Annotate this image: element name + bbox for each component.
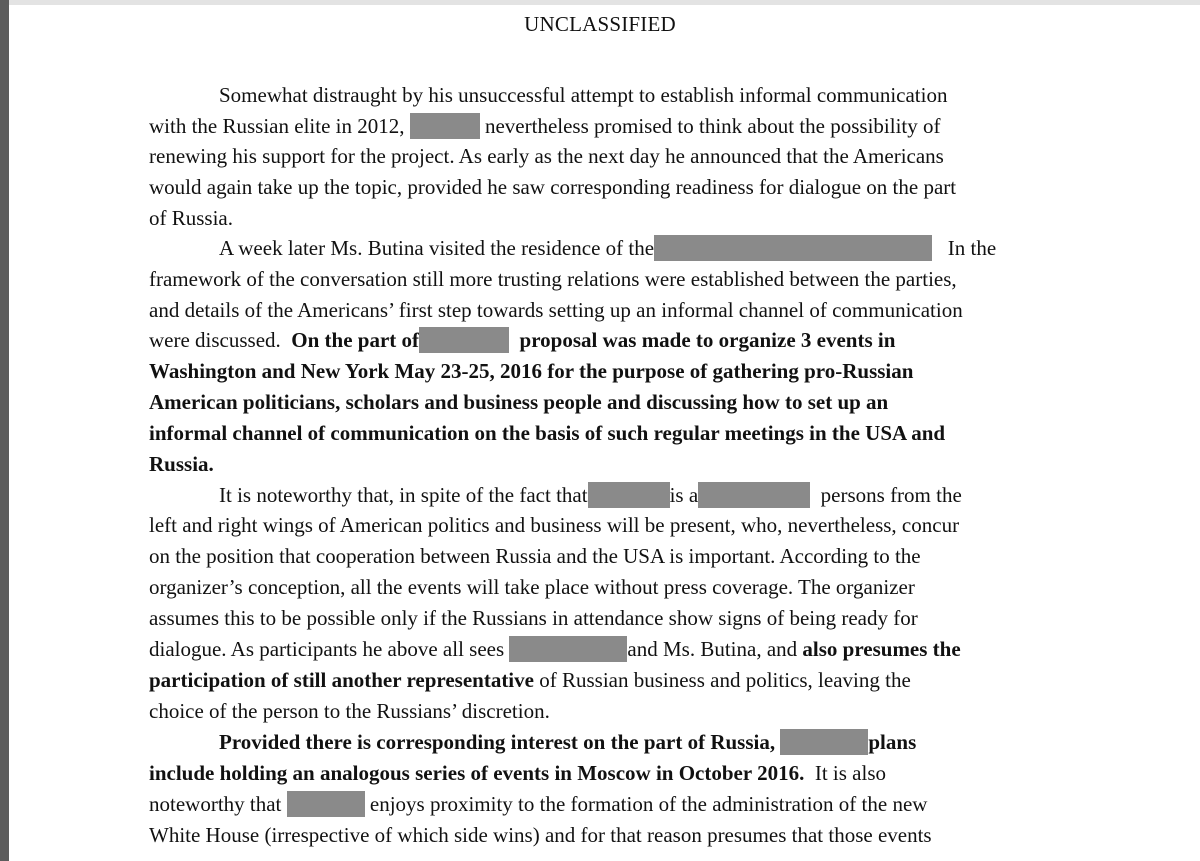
text-line: organizer’s conception, all the events will take place without press coverage. The organizer xyxy=(149,575,915,599)
redaction-block xyxy=(287,791,365,817)
text-line: Washington and New York May 23-25, 2016 for the purpose of gathering pro-Russian xyxy=(149,359,914,383)
text-line: Russia. xyxy=(149,452,214,476)
text-line: Somewhat distraught by his unsuccessful attempt to establish informal communication xyxy=(219,83,948,107)
text-line: choice of the person to the Russians’ discretion. xyxy=(149,699,550,723)
redaction-block xyxy=(698,482,810,508)
text-line: framework of the conversation still more trusting relations were established between the parties, xyxy=(149,267,957,291)
text-line: It is noteworthy that, in spite of the fact that is a persons from the xyxy=(219,483,962,507)
text-line: renewing his support for the project. As early as the next day he announced that the Americans xyxy=(149,144,944,168)
redaction-block xyxy=(419,327,509,353)
text-line: informal channel of communication on the basis of such regular meetings in the USA and xyxy=(149,421,946,445)
text-line: American politicians, scholars and business people and discussing how to set up an xyxy=(149,390,889,414)
redaction-block xyxy=(410,113,480,139)
text-line: White House (irrespective of which side wins) and for that reason presumes that those events xyxy=(149,823,932,847)
text-line: left and right wings of American politics and business will be present, who, nevertheless, concur xyxy=(149,513,960,537)
text-line: participation of still another representative of Russian business and politics, leaving the xyxy=(149,668,911,692)
text-line: A week later Ms. Butina visited the residence of the In the xyxy=(219,236,997,260)
redaction-block xyxy=(654,235,932,261)
page-top-edge xyxy=(9,0,1200,5)
redaction-block xyxy=(588,482,670,508)
text-line: would again take up the topic, provided he saw corresponding readiness for dialogue on the part xyxy=(149,175,957,199)
text-line: on the position that cooperation between Russia and the USA is important. According to the xyxy=(149,544,921,568)
redaction-block xyxy=(509,636,627,662)
text-line: Provided there is corresponding interest on the part of Russia, plans xyxy=(219,730,917,754)
text-line: dialogue. As participants he above all sees and Ms. Butina, and also presumes the xyxy=(149,637,961,661)
page-left-edge xyxy=(0,0,9,861)
redaction-block xyxy=(780,729,868,755)
text-line: include holding an analogous series of events in Moscow in October 2016. It is also xyxy=(149,761,886,785)
classification-header: UNCLASSIFIED xyxy=(524,12,676,36)
text-line: and details of the Americans’ first step towards setting up an informal channel of communication xyxy=(149,298,963,322)
text-line: assumes this to be possible only if the Russians in attendance show signs of being ready for xyxy=(149,606,918,630)
text-line: were discussed. On the part of proposal was made to organize 3 events in xyxy=(149,328,896,352)
text-line: with the Russian elite in 2012, nevertheless promised to think about the possibility of xyxy=(149,114,941,138)
text-line: of Russia. xyxy=(149,206,233,230)
text-line: noteworthy that enjoys proximity to the formation of the administration of the new xyxy=(149,792,928,816)
